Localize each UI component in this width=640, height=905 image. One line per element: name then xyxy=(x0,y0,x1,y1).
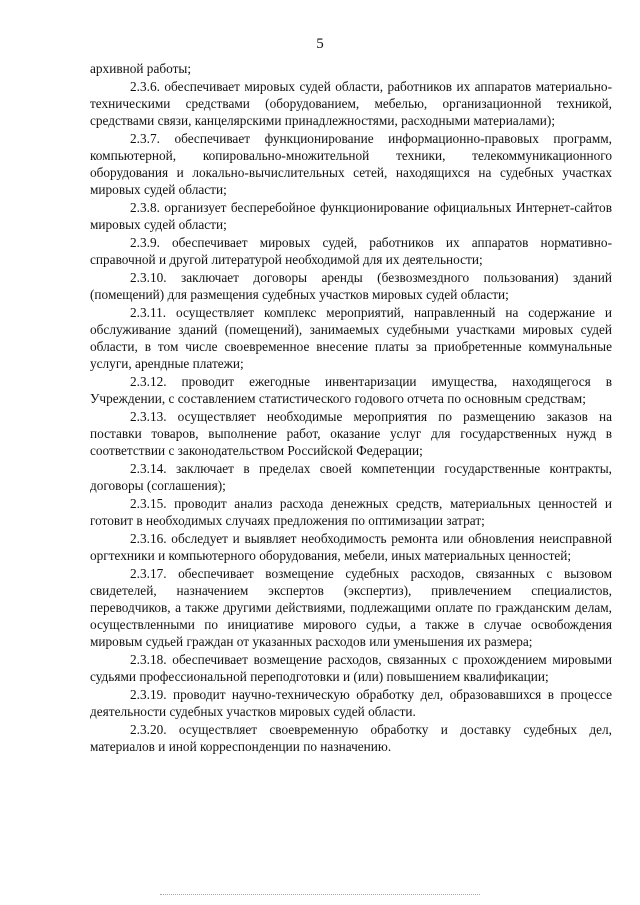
paragraph: 2.3.17. обеспечивает возмещение судебных расходов, связанных с вызовом свидетелей, назначением экспертов (экспертиз), привлечением специалистов, переводчиков, а также другими действиями, подлежащими оплате по гражданским делам, осуществленными по инициативе мирового судьи, а также в случае освобождения мировым судьей граждан от указанных расходов или уменьшения их размера; xyxy=(90,566,612,649)
paragraph: 2.3.9. обеспечивает мировых судей, работников их аппаратов нормативно-справочной и другой литературой необходимой для их деятельности; xyxy=(90,235,612,267)
paragraph: 2.3.16. обследует и выявляет необходимость ремонта или обновления неисправной оргтехники и компьютерного оборудования, мебели, иных материальных ценностей; xyxy=(90,531,612,563)
paragraph: 2.3.15. проводит анализ расхода денежных средств, материальных ценностей и готовит в необходимых случаях предложения по оптимизации затрат; xyxy=(90,496,612,528)
scan-artifact-line xyxy=(160,894,480,895)
paragraph: 2.3.20. осуществляет своевременную обработку и доставку судебных дел, материалов и иной корреспонденции по назначению. xyxy=(90,722,612,754)
paragraph: 2.3.19. проводит научно-техническую обработку дел, образовавшихся в процессе деятельности судебных участков мировых судей области. xyxy=(90,687,612,719)
paragraph: 2.3.12. проводит ежегодные инвентаризации имущества, находящегося в Учреждении, с составлением статистического годового отчета по основным средствам; xyxy=(90,374,612,406)
paragraph: 2.3.14. заключает в пределах своей компетенции государственные контракты, договоры (соглашения); xyxy=(90,461,612,493)
paragraph: 2.3.18. обеспечивает возмещение расходов, связанных с прохождением мировыми судьями профессиональной переподготовки и (или) повышением квалификации; xyxy=(90,652,612,684)
paragraph: 2.3.13. осуществляет необходимые мероприятия по размещению заказов на поставки товаров, выполнение работ, оказание услуг для государственных нужд в соответствии с законодательством Российской Федерации; xyxy=(90,409,612,458)
document-body xyxy=(90,60,612,756)
page-number: 5 xyxy=(316,36,324,52)
paragraph: 2.3.8. организует бесперебойное функционирование официальных Интернет-сайтов мировых судей области; xyxy=(90,200,612,232)
paragraph: архивной работы; xyxy=(90,61,192,76)
paragraph: 2.3.10. заключает договоры аренды (безвозмездного пользования) зданий (помещений) для размещения судебных участков мировых судей области; xyxy=(90,270,612,302)
paragraph: 2.3.11. осуществляет комплекс мероприятий, направленный на содержание и обслуживание зданий (помещений), занимаемых судебными участками мировых судей области, в том числе своевременное внесение платы за приобретенные коммунальные услуги, арендные платежи; xyxy=(90,305,612,371)
paragraph: 2.3.7. обеспечивает функционирование информационно-правовых программ, компьютерной, копировально-множительной техники, телекоммуникационного оборудования и локально-вычислительных сетей, находящихся на судебных участках мировых судей области; xyxy=(90,131,612,197)
paragraph: 2.3.6. обеспечивает мировых судей области, работников их аппаратов материально-техническими средствами (оборудованием, мебелью, организационной техникой, средствами связи, канцелярскими принадлежностями, расходными материалами); xyxy=(90,79,612,128)
